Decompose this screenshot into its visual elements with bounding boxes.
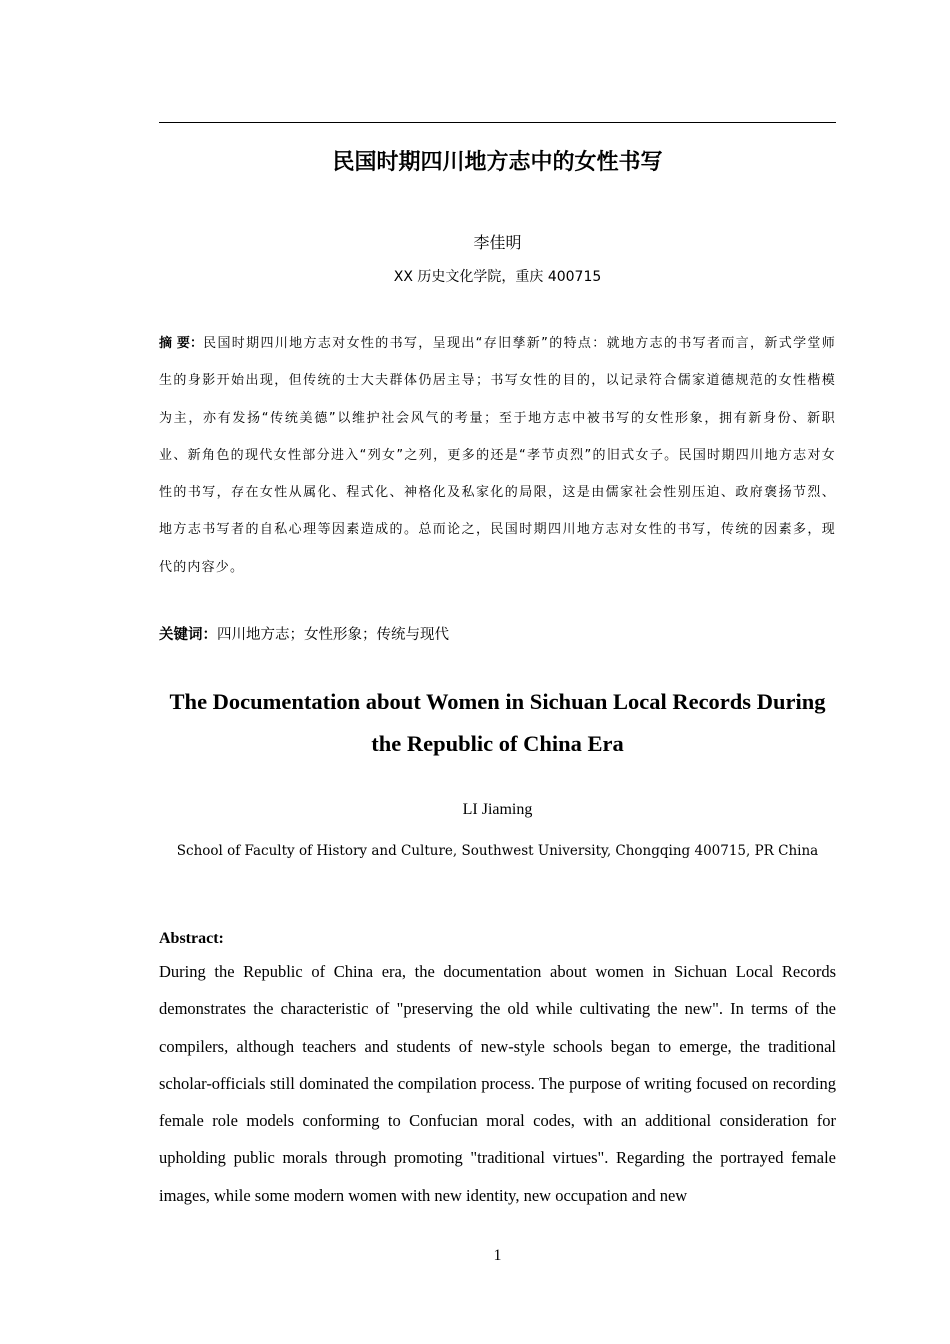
- english-abstract-label: Abstract:: [159, 930, 224, 947]
- english-abstract-text: During the Republic of China era, the documentation about women in Sichuan Local Records demonstrates the characteristic of "preserving the old while cultivating the new". In terms of the compilers, although teachers and students of new-style schools began to emerge, the traditional scholar-officials still dominated the compilation process. The purpose of writing focused on recording female role models conforming to Confucian moral codes, with an additional consideration for upholding public morals through promoting "traditional virtues". Regarding the portrayed female images, while some modern women with new identity, new occupation and new: [159, 962, 836, 1205]
- chinese-abstract-text: 民国时期四川地方志对女性的书写，呈现出“存旧孳新”的特点：就地方志的书写者而言，新式学堂师生的身影开始出现，但传统的士大夫群体仍居主导；书写女性的目的，以记录符合儒家道德规范的女性楷模为主，亦有发扬“传统美德”以维护社会风气的考量；至于地方志中被书写的女性形象，拥有新身份、新职业、新角色的现代女性部分进入“列女”之列，更多的还是“孝节贞烈”的旧式女子。民国时期四川地方志对女性的书写，存在女性从属化、程式化、神格化及私家化的局限，这是由儒家社会性别压迫、政府褒扬节烈、地方志书写者的自私心理等因素造成的。总而论之，民国时期四川地方志对女性的书写，传统的因素多，现代的内容少。: [159, 336, 836, 575]
- english-title: The Documentation about Women in Sichuan Local Records During the Republic of China Era: [169, 689, 826, 756]
- chinese-keywords-text: 四川地方志；女性形象；传统与现代: [217, 627, 449, 643]
- chinese-title: 民国时期四川地方志中的女性书写: [332, 150, 663, 175]
- header-rule: [159, 122, 836, 123]
- page-number: 1: [493, 1247, 502, 1264]
- chinese-abstract: [159, 325, 836, 586]
- english-affiliation: School of Faculty of History and Culture, Southwest University, Chongqing 400715, PR China: [176, 843, 819, 859]
- chinese-affiliation: XX 历史文化学院，重庆 400715: [393, 269, 602, 285]
- chinese-abstract-label: 摘 要：: [159, 336, 204, 351]
- chinese-keywords: [159, 622, 836, 648]
- chinese-author: 李佳明: [473, 233, 522, 252]
- chinese-keywords-label: 关键词：: [159, 627, 217, 643]
- english-author: LI Jiaming: [462, 801, 533, 818]
